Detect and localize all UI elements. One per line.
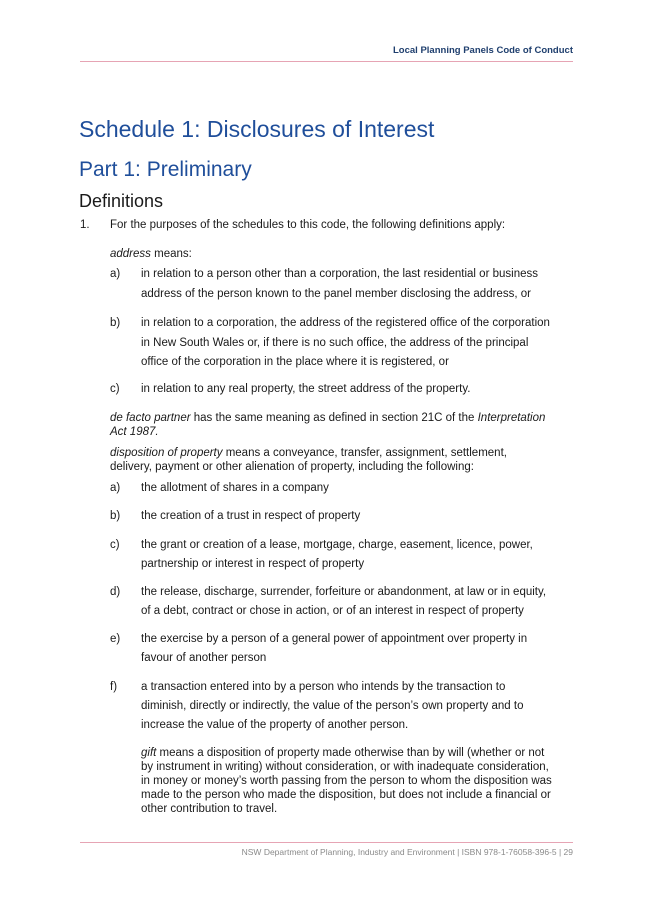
list-item-label: c)	[110, 383, 120, 395]
defacto-act: Interpretation	[477, 412, 546, 424]
disposition-line2: delivery, payment or other alienation of property, including the following:	[110, 461, 474, 473]
clause-number: 1.	[80, 219, 90, 231]
gift-line1: means a disposition of property made otherwise than by will (whether or not	[156, 747, 545, 759]
list-item-line: favour of another person	[141, 652, 267, 664]
gift-definition	[141, 746, 544, 760]
disposition-term: disposition of property	[110, 447, 223, 459]
address-term: address	[110, 248, 151, 260]
list-item-line: address of the person known to the panel member disclosing the address, or	[141, 288, 531, 300]
disposition-definition	[110, 446, 507, 460]
list-item-line: office of the corporation in the place where it is registered, or	[141, 356, 449, 368]
schedule-heading: Schedule 1: Disclosures of Interest	[79, 116, 435, 142]
list-item-label: a)	[110, 482, 121, 494]
defacto-act-year: Act 1987.	[110, 426, 159, 438]
list-item-line: partnership or interest in respect of property	[141, 558, 365, 570]
list-item-line: the creation of a trust in respect of property	[141, 510, 361, 522]
list-item-label: b)	[110, 317, 121, 329]
defacto-text: has the same meaning as defined in section 21C of the	[190, 412, 478, 424]
page-footer: NSW Department of Planning, Industry and Environment | ISBN 978-1-76058-396-5 | 29	[241, 847, 573, 857]
list-item-label: e)	[110, 633, 121, 645]
list-item-label: d)	[110, 586, 121, 598]
list-item-label: b)	[110, 510, 121, 522]
list-item-label: c)	[110, 539, 120, 551]
gift-line: made to the person who made the disposition, but does not include a financial or	[141, 789, 551, 801]
list-item-line: in New South Wales or, if there is no such office, the address of the principal	[141, 337, 529, 349]
address-means: means:	[150, 248, 192, 260]
gift-term: gift	[141, 747, 157, 759]
list-item-line: increase the value of the property of another person.	[141, 719, 409, 731]
gift-line: other contribution to travel.	[141, 803, 278, 815]
list-item-line: the release, discharge, surrender, forfeiture or abandonment, at law or in equity,	[141, 586, 547, 598]
list-item-line: in relation to a corporation, the address of the registered office of the corporation	[141, 317, 550, 329]
defacto-definition	[110, 411, 545, 425]
address-definition	[110, 244, 192, 264]
page-header-title: Local Planning Panels Code of Conduct	[393, 45, 573, 56]
part-heading: Part 1: Preliminary	[79, 158, 252, 181]
list-item-line: the exercise by a person of a general power of appointment over property in	[141, 633, 528, 645]
list-item-line: a transaction entered into by a person who intends by the transaction to	[141, 681, 506, 693]
defacto-term: de facto partner	[110, 412, 191, 424]
section-heading: Definitions	[79, 191, 164, 211]
list-item-line: in relation to a person other than a corporation, the last residential or business	[141, 268, 538, 280]
list-item-line: of a debt, contract or chose in action, or of an interest in respect of property	[141, 605, 524, 617]
list-item-line: diminish, directly or indirectly, the value of the person’s own property and to	[141, 700, 524, 712]
list-item-label: f)	[110, 681, 118, 693]
defacto-act-line	[110, 425, 159, 439]
clause-text: For the purposes of the schedules to this code, the following definitions apply:	[110, 219, 506, 231]
list-item-line: the grant or creation of a lease, mortgage, charge, easement, licence, power,	[141, 539, 533, 551]
gift-line: by instrument in writing) without consideration, or with inadequate consideration,	[141, 761, 549, 773]
list-item-line: in relation to any real property, the street address of the property.	[141, 383, 471, 395]
gift-line: in money or money’s worth passing from the person to whom the disposition was	[141, 775, 552, 787]
disposition-line1: means a conveyance, transfer, assignment, settlement,	[222, 447, 507, 459]
footer-rule	[80, 842, 573, 843]
list-item-line: the allotment of shares in a company	[141, 482, 329, 494]
header-rule	[80, 61, 573, 62]
list-item-label: a)	[110, 268, 121, 280]
